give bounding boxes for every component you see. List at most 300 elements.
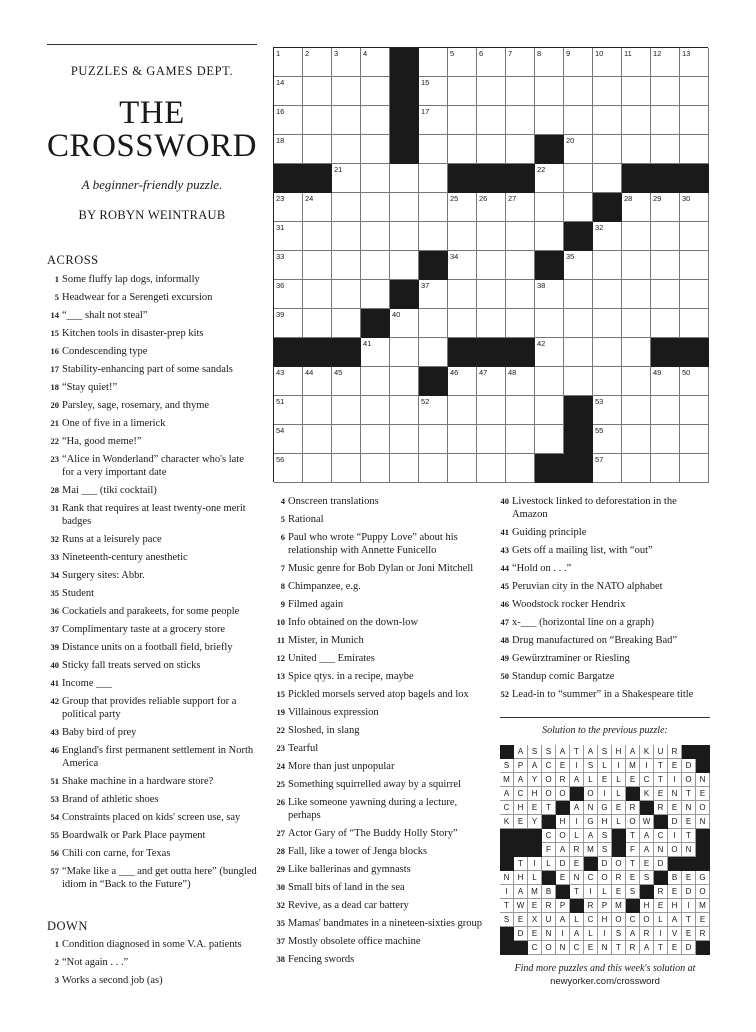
cell-number: 24 xyxy=(305,194,314,203)
grid-cell[interactable] xyxy=(361,193,390,222)
grid-block xyxy=(390,77,419,106)
across-clue xyxy=(47,533,257,546)
clue-text: Like ballerinas and gymnasts xyxy=(288,864,411,875)
grid-cell[interactable] xyxy=(448,48,477,77)
grid-cell[interactable] xyxy=(535,77,564,106)
grid-cell[interactable] xyxy=(535,396,564,425)
cell-number: 26 xyxy=(479,194,488,203)
clue-number: 57 xyxy=(50,866,59,876)
solution-letter: T xyxy=(500,899,514,913)
grid-cell[interactable] xyxy=(651,222,680,251)
clue-number: 35 xyxy=(50,588,59,598)
grid-cell[interactable] xyxy=(274,396,303,425)
solution-letter: T xyxy=(626,829,640,843)
grid-cell[interactable] xyxy=(303,280,332,309)
grid-cell[interactable] xyxy=(593,106,622,135)
solution-letter: I xyxy=(584,885,598,899)
solution-letter: A xyxy=(528,759,542,773)
cell-number: 5 xyxy=(450,49,455,58)
cell-number: 50 xyxy=(682,368,691,377)
grid-cell[interactable] xyxy=(390,396,419,425)
footer-link[interactable]: newyorker.com/crossword xyxy=(550,976,660,987)
grid-cell[interactable] xyxy=(506,193,535,222)
clue-text: Like someone yawning during a lecture, perhaps xyxy=(288,797,458,821)
solution-letter: O xyxy=(612,913,626,927)
grid-cell[interactable] xyxy=(448,251,477,280)
grid-cell[interactable] xyxy=(390,425,419,454)
grid-cell[interactable] xyxy=(448,222,477,251)
grid-cell[interactable] xyxy=(506,251,535,280)
across-clue xyxy=(47,502,257,528)
grid-cell[interactable] xyxy=(622,193,651,222)
grid-cell[interactable] xyxy=(651,106,680,135)
solution-block xyxy=(584,857,598,871)
grid-cell[interactable] xyxy=(622,338,651,367)
grid-cell[interactable] xyxy=(390,309,419,338)
grid-cell[interactable] xyxy=(274,425,303,454)
grid-cell[interactable] xyxy=(651,396,680,425)
clue-text: “Stay quiet!” xyxy=(62,382,118,393)
grid-cell[interactable] xyxy=(622,367,651,396)
solution-letter: T xyxy=(654,759,668,773)
solution-letter: E xyxy=(654,899,668,913)
grid-cell[interactable] xyxy=(303,77,332,106)
solution-letter: R xyxy=(556,773,570,787)
grid-cell[interactable] xyxy=(303,454,332,483)
solution-letter: A xyxy=(556,745,570,759)
grid-cell[interactable] xyxy=(651,135,680,164)
grid-cell[interactable] xyxy=(593,396,622,425)
grid-cell[interactable] xyxy=(622,280,651,309)
grid-cell[interactable] xyxy=(390,454,419,483)
grid-cell[interactable] xyxy=(448,193,477,222)
grid-cell[interactable] xyxy=(651,48,680,77)
grid-cell[interactable] xyxy=(477,251,506,280)
solution-letter: E xyxy=(668,801,682,815)
grid-cell[interactable] xyxy=(303,193,332,222)
grid-cell[interactable] xyxy=(680,135,709,164)
grid-cell[interactable] xyxy=(419,164,448,193)
grid-cell[interactable] xyxy=(535,425,564,454)
grid-cell[interactable] xyxy=(564,193,593,222)
grid-cell[interactable] xyxy=(622,309,651,338)
grid-cell[interactable] xyxy=(622,135,651,164)
grid-cell[interactable] xyxy=(274,48,303,77)
grid-cell[interactable] xyxy=(477,425,506,454)
grid-cell[interactable] xyxy=(361,367,390,396)
grid-cell[interactable] xyxy=(535,367,564,396)
grid-cell[interactable] xyxy=(651,251,680,280)
grid-cell[interactable] xyxy=(361,135,390,164)
cell-number: 48 xyxy=(508,368,517,377)
byline: BY ROBYN WEINTRAUB xyxy=(78,208,226,222)
grid-cell[interactable] xyxy=(274,222,303,251)
down-clue xyxy=(273,513,483,526)
clue-number: 17 xyxy=(50,364,59,374)
grid-cell[interactable] xyxy=(477,309,506,338)
grid-cell[interactable] xyxy=(680,77,709,106)
grid-cell[interactable] xyxy=(651,367,680,396)
grid-cell[interactable] xyxy=(506,367,535,396)
cell-number: 56 xyxy=(276,455,285,464)
solution-letter: E xyxy=(640,857,654,871)
grid-cell[interactable] xyxy=(622,77,651,106)
grid-cell[interactable] xyxy=(564,309,593,338)
grid-cell[interactable] xyxy=(332,280,361,309)
grid-cell[interactable] xyxy=(303,425,332,454)
grid-cell[interactable] xyxy=(332,251,361,280)
grid-cell[interactable] xyxy=(390,338,419,367)
grid-cell[interactable] xyxy=(361,222,390,251)
clue-number: 18 xyxy=(50,382,59,392)
grid-cell[interactable] xyxy=(274,454,303,483)
grid-cell[interactable] xyxy=(361,280,390,309)
solution-letter: A xyxy=(514,745,528,759)
grid-cell[interactable] xyxy=(303,251,332,280)
grid-block xyxy=(390,106,419,135)
grid-cell[interactable] xyxy=(477,106,506,135)
grid-cell[interactable] xyxy=(477,77,506,106)
grid-cell[interactable] xyxy=(506,106,535,135)
solution-block xyxy=(696,829,710,843)
clue-text: Group that provides reliable support for a political party xyxy=(62,696,237,720)
grid-cell[interactable] xyxy=(622,106,651,135)
solution-block xyxy=(626,787,640,801)
grid-cell[interactable] xyxy=(419,77,448,106)
clue-number: 16 xyxy=(50,346,59,356)
department-label: PUZZLES & GAMES DEPT. xyxy=(70,64,234,78)
grid-cell[interactable] xyxy=(274,251,303,280)
grid-cell[interactable] xyxy=(361,77,390,106)
grid-cell[interactable] xyxy=(651,280,680,309)
grid-cell[interactable] xyxy=(332,48,361,77)
grid-cell[interactable] xyxy=(274,135,303,164)
solution-rule xyxy=(500,717,710,718)
grid-cell[interactable] xyxy=(564,251,593,280)
grid-cell[interactable] xyxy=(651,425,680,454)
grid-cell[interactable] xyxy=(593,338,622,367)
grid-cell[interactable] xyxy=(332,222,361,251)
grid-cell[interactable] xyxy=(593,48,622,77)
clue-text: Kitchen tools in disaster-prep kits xyxy=(62,328,204,339)
grid-cell[interactable] xyxy=(448,367,477,396)
clue-number: 4 xyxy=(280,496,285,506)
grid-cell[interactable] xyxy=(477,48,506,77)
cell-number: 3 xyxy=(334,49,339,58)
solution-letter: A xyxy=(584,745,598,759)
clue-text: Works a second job (as) xyxy=(62,975,163,986)
grid-cell[interactable] xyxy=(564,135,593,164)
grid-cell[interactable] xyxy=(419,338,448,367)
grid-cell[interactable] xyxy=(361,106,390,135)
grid-cell[interactable] xyxy=(680,367,709,396)
grid-cell[interactable] xyxy=(332,396,361,425)
grid-cell[interactable] xyxy=(332,77,361,106)
grid-cell[interactable] xyxy=(593,77,622,106)
footer-text: Find more puzzles and this week's solution at xyxy=(514,963,696,974)
grid-cell[interactable] xyxy=(303,367,332,396)
clue-number: 7 xyxy=(280,563,285,573)
grid-cell[interactable] xyxy=(303,396,332,425)
grid-cell[interactable] xyxy=(680,222,709,251)
grid-cell[interactable] xyxy=(506,454,535,483)
grid-cell[interactable] xyxy=(651,193,680,222)
grid-cell[interactable] xyxy=(448,454,477,483)
grid-cell[interactable] xyxy=(593,425,622,454)
clue-number: 43 xyxy=(500,545,509,555)
solution-letter: C xyxy=(514,787,528,801)
grid-cell[interactable] xyxy=(477,280,506,309)
grid-cell[interactable] xyxy=(303,48,332,77)
grid-cell[interactable] xyxy=(332,367,361,396)
cell-number: 4 xyxy=(363,49,368,58)
grid-cell[interactable] xyxy=(477,135,506,164)
grid-cell[interactable] xyxy=(419,309,448,338)
clue-text: Sticky fall treats served on sticks xyxy=(62,660,201,671)
grid-cell[interactable] xyxy=(361,48,390,77)
grid-cell[interactable] xyxy=(361,338,390,367)
grid-cell[interactable] xyxy=(448,135,477,164)
grid-cell[interactable] xyxy=(361,164,390,193)
grid-block xyxy=(535,251,564,280)
grid-cell[interactable] xyxy=(651,77,680,106)
grid-cell[interactable] xyxy=(477,454,506,483)
solution-block xyxy=(528,829,542,843)
grid-cell[interactable] xyxy=(448,309,477,338)
grid-cell[interactable] xyxy=(390,367,419,396)
grid-cell[interactable] xyxy=(390,251,419,280)
solution-letter: D xyxy=(556,857,570,871)
grid-cell[interactable] xyxy=(564,280,593,309)
solution-letter: N xyxy=(570,871,584,885)
grid-block xyxy=(303,164,332,193)
grid-cell[interactable] xyxy=(535,164,564,193)
solution-letter: D xyxy=(514,927,528,941)
grid-cell[interactable] xyxy=(303,106,332,135)
solution-letter: A xyxy=(640,843,654,857)
grid-cell[interactable] xyxy=(593,251,622,280)
grid-cell[interactable] xyxy=(622,222,651,251)
solution-letter: F xyxy=(626,843,640,857)
grid-cell[interactable] xyxy=(332,164,361,193)
clue-number: 33 xyxy=(50,552,59,562)
grid-cell[interactable] xyxy=(332,135,361,164)
cell-number: 12 xyxy=(653,49,662,58)
across-clue xyxy=(47,641,257,654)
solution-letter: A xyxy=(556,913,570,927)
grid-cell[interactable] xyxy=(622,425,651,454)
cell-number: 43 xyxy=(276,368,285,377)
grid-cell[interactable] xyxy=(332,193,361,222)
grid-cell[interactable] xyxy=(390,222,419,251)
cell-number: 29 xyxy=(653,194,662,203)
solution-letter: S xyxy=(598,843,612,857)
clue-number: 48 xyxy=(500,635,509,645)
grid-cell[interactable] xyxy=(361,251,390,280)
cell-number: 38 xyxy=(537,281,546,290)
grid-cell[interactable] xyxy=(564,338,593,367)
grid-cell[interactable] xyxy=(564,164,593,193)
grid-cell[interactable] xyxy=(680,48,709,77)
grid-cell[interactable] xyxy=(535,48,564,77)
grid-cell[interactable] xyxy=(361,396,390,425)
grid-cell[interactable] xyxy=(506,48,535,77)
solution-letter: G xyxy=(696,871,710,885)
solution-letter: H xyxy=(640,899,654,913)
grid-cell[interactable] xyxy=(419,193,448,222)
grid-cell[interactable] xyxy=(593,309,622,338)
grid-cell[interactable] xyxy=(303,135,332,164)
grid-cell[interactable] xyxy=(361,425,390,454)
solution-letter: S xyxy=(584,759,598,773)
grid-cell[interactable] xyxy=(274,367,303,396)
grid-cell[interactable] xyxy=(593,367,622,396)
solution-letter: A xyxy=(570,773,584,787)
grid-block xyxy=(680,164,709,193)
cell-number: 20 xyxy=(566,136,575,145)
across-clue-list xyxy=(47,273,257,896)
grid-cell[interactable] xyxy=(332,454,361,483)
clue-number: 22 xyxy=(50,436,59,446)
grid-cell[interactable] xyxy=(477,222,506,251)
grid-cell[interactable] xyxy=(274,309,303,338)
clue-text: “Make like a ___ and get outta here” (bungled idiom in “Back to the Future”) xyxy=(62,866,257,890)
grid-cell[interactable] xyxy=(593,135,622,164)
grid-cell[interactable] xyxy=(419,106,448,135)
across-clue xyxy=(47,695,257,721)
grid-cell[interactable] xyxy=(506,222,535,251)
grid-cell[interactable] xyxy=(535,280,564,309)
grid-cell[interactable] xyxy=(506,135,535,164)
grid-cell[interactable] xyxy=(448,396,477,425)
solution-letter: I xyxy=(528,857,542,871)
grid-cell[interactable] xyxy=(564,77,593,106)
down-clue xyxy=(497,526,707,539)
solution-letter: I xyxy=(640,759,654,773)
down-clue xyxy=(273,899,483,912)
grid-cell[interactable] xyxy=(390,164,419,193)
grid-cell[interactable] xyxy=(564,106,593,135)
clue-text: Mai ___ (tiki cocktail) xyxy=(62,485,157,496)
grid-cell[interactable] xyxy=(332,425,361,454)
grid-cell[interactable] xyxy=(593,280,622,309)
grid-cell[interactable] xyxy=(506,396,535,425)
solution-letter: S xyxy=(500,759,514,773)
cell-number: 33 xyxy=(276,252,285,261)
clue-number: 35 xyxy=(276,918,285,928)
grid-cell[interactable] xyxy=(390,193,419,222)
grid-cell[interactable] xyxy=(535,338,564,367)
grid-cell[interactable] xyxy=(419,280,448,309)
clue-number: 28 xyxy=(50,485,59,495)
grid-cell[interactable] xyxy=(622,396,651,425)
solution-letter: I xyxy=(612,759,626,773)
grid-cell[interactable] xyxy=(506,425,535,454)
across-clue xyxy=(47,659,257,672)
solution-letter: T xyxy=(682,829,696,843)
grid-cell[interactable] xyxy=(506,309,535,338)
grid-cell[interactable] xyxy=(680,425,709,454)
clue-text: “Ha, good meme!” xyxy=(62,436,142,447)
solution-letter: D xyxy=(682,885,696,899)
grid-cell[interactable] xyxy=(448,280,477,309)
grid-cell[interactable] xyxy=(680,454,709,483)
grid-cell[interactable] xyxy=(332,309,361,338)
solution-letter: C xyxy=(640,773,654,787)
grid-cell[interactable] xyxy=(448,106,477,135)
solution-letter: T xyxy=(654,941,668,955)
clue-text: Chili con carne, for Texas xyxy=(62,848,171,859)
solution-letter: L xyxy=(654,913,668,927)
grid-cell[interactable] xyxy=(332,106,361,135)
grid-cell[interactable] xyxy=(274,280,303,309)
grid-cell[interactable] xyxy=(593,222,622,251)
grid-cell[interactable] xyxy=(680,396,709,425)
grid-cell[interactable] xyxy=(535,222,564,251)
grid-cell[interactable] xyxy=(274,106,303,135)
grid-cell[interactable] xyxy=(506,77,535,106)
grid-cell[interactable] xyxy=(477,396,506,425)
grid-cell[interactable] xyxy=(651,454,680,483)
across-clue xyxy=(47,417,257,430)
grid-cell[interactable] xyxy=(622,48,651,77)
grid-cell[interactable] xyxy=(593,454,622,483)
cell-number: 54 xyxy=(276,426,285,435)
grid-cell[interactable] xyxy=(361,454,390,483)
grid-cell[interactable] xyxy=(651,309,680,338)
grid-cell[interactable] xyxy=(535,193,564,222)
grid-cell[interactable] xyxy=(419,48,448,77)
grid-cell[interactable] xyxy=(303,222,332,251)
grid-cell[interactable] xyxy=(419,396,448,425)
grid-cell[interactable] xyxy=(448,425,477,454)
grid-cell[interactable] xyxy=(680,280,709,309)
grid-cell[interactable] xyxy=(680,106,709,135)
grid-cell[interactable] xyxy=(477,367,506,396)
grid-cell[interactable] xyxy=(506,280,535,309)
grid-cell[interactable] xyxy=(622,251,651,280)
solution-block xyxy=(556,801,570,815)
grid-cell[interactable] xyxy=(564,367,593,396)
solution-letter: D xyxy=(682,759,696,773)
solution-letter: C xyxy=(542,759,556,773)
solution-letter: C xyxy=(584,913,598,927)
grid-cell[interactable] xyxy=(419,222,448,251)
clue-number: 51 xyxy=(50,776,59,786)
grid-cell[interactable] xyxy=(535,106,564,135)
solution-letter: S xyxy=(500,913,514,927)
grid-cell[interactable] xyxy=(477,193,506,222)
grid-cell[interactable] xyxy=(680,309,709,338)
grid-cell[interactable] xyxy=(622,454,651,483)
grid-cell[interactable] xyxy=(680,193,709,222)
grid-cell[interactable] xyxy=(535,309,564,338)
grid-cell[interactable] xyxy=(419,425,448,454)
solution-letter: D xyxy=(682,941,696,955)
grid-cell[interactable] xyxy=(274,193,303,222)
grid-cell[interactable] xyxy=(274,77,303,106)
solution-letter: O xyxy=(542,773,556,787)
grid-cell[interactable] xyxy=(448,77,477,106)
grid-cell[interactable] xyxy=(419,454,448,483)
grid-cell[interactable] xyxy=(593,164,622,193)
grid-cell[interactable] xyxy=(303,309,332,338)
down-clue xyxy=(497,688,707,701)
grid-cell[interactable] xyxy=(419,135,448,164)
clue-number: 13 xyxy=(276,671,285,681)
grid-cell[interactable] xyxy=(564,48,593,77)
grid-cell[interactable] xyxy=(680,251,709,280)
